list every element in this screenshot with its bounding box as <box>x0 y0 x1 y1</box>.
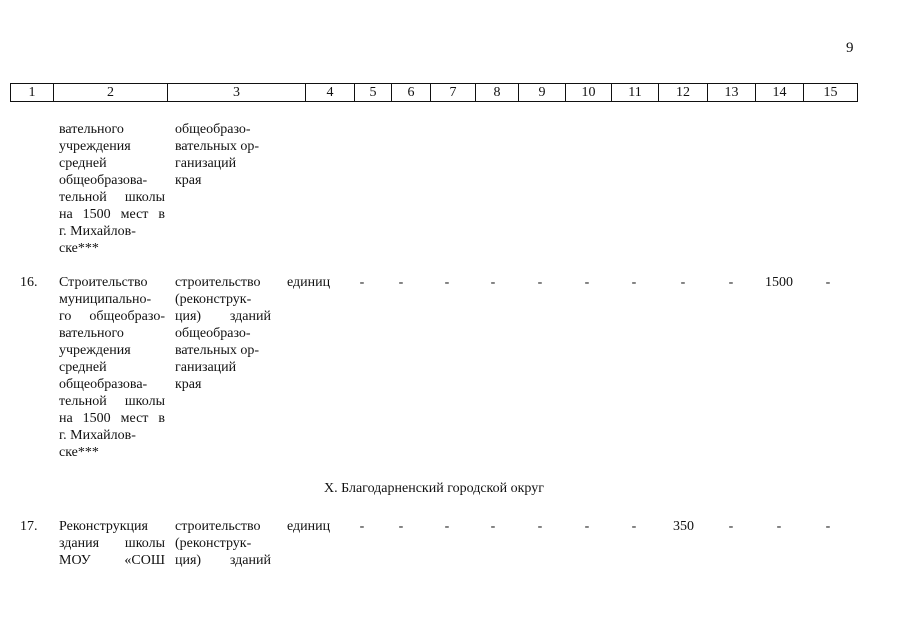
row-17-value-col11: - <box>631 519 637 534</box>
row-17-value-col10: - <box>584 519 590 534</box>
row-cont-name-line: г. Михайлов- <box>59 224 136 239</box>
row-cont-name-line: средней <box>59 156 107 171</box>
row-16-name <box>59 274 165 461</box>
row-cont-name-line: ске*** <box>59 241 99 256</box>
row-16-value-col9: - <box>537 275 543 290</box>
row-cont-direction-line: вательных ор- <box>175 139 260 154</box>
row-17-value-col5: - <box>359 519 365 534</box>
row-16-direction-line: вательных ор- <box>175 343 260 358</box>
row-17-direction-line: строительство <box>175 519 261 534</box>
row-17-name <box>59 518 165 569</box>
row-cont-direction-line: общеобразо- <box>175 122 251 137</box>
column-header-9: 9 <box>519 84 566 101</box>
row-17-name-line: здания школы <box>59 536 165 551</box>
row-16-direction-line: ция) зданий <box>175 309 271 324</box>
row-16-direction-line: общеобразо- <box>175 326 251 341</box>
row-cont-name-line: общеобразова- <box>59 173 148 188</box>
row-16-value-col5: - <box>359 275 365 290</box>
row-16-value-col10: - <box>584 275 590 290</box>
column-header-5: 5 <box>355 84 392 101</box>
row-17-value-col6: - <box>398 519 404 534</box>
column-header-14: 14 <box>756 84 804 101</box>
row-17-value-col12: 350 <box>673 519 694 534</box>
row-16-direction-line: (реконструк- <box>175 292 252 307</box>
column-header-6: 6 <box>392 84 431 101</box>
column-header-15: 15 <box>823 85 838 100</box>
row-17-direction-line: ция) зданий <box>175 553 271 568</box>
row-16-value-col11: - <box>631 275 637 290</box>
row-16-direction-line: строительство <box>175 275 261 290</box>
row-16-name-line: ске*** <box>59 445 99 460</box>
row-16-value-col13: - <box>728 275 734 290</box>
column-header-3: 3 <box>168 84 306 101</box>
row-16-name-line: Строительство <box>59 275 148 290</box>
row-17-value-col14: - <box>776 519 782 534</box>
row-cont-direction-line: края <box>175 173 202 188</box>
row-16-number: 16. <box>20 275 38 290</box>
row-17-value-col13: - <box>728 519 734 534</box>
row-17-direction <box>175 518 271 569</box>
row-16-name-line: муниципально- <box>59 292 152 307</box>
page-number: 9 <box>846 40 854 56</box>
row-16-name-line: г. Михайлов- <box>59 428 136 443</box>
row-17-number: 17. <box>20 519 38 534</box>
row-16-name-line: вательного <box>59 326 124 341</box>
row-16-unit: единиц <box>287 275 331 290</box>
row-cont-name-line: на 1500 мест в <box>59 207 165 222</box>
row-cont-name-line: вательного <box>59 122 124 137</box>
row-cont-name-line: учреждения <box>59 139 131 154</box>
row-17-unit: единиц <box>287 519 331 534</box>
row-16-name-line: учреждения <box>59 343 131 358</box>
row-16-value-col14: 1500 <box>765 275 793 290</box>
column-header-10: 10 <box>566 84 612 101</box>
column-header-1: 1 <box>11 84 54 101</box>
row-cont-name <box>59 121 165 257</box>
row-17-name-line: Реконструкция <box>59 519 148 534</box>
column-header-4: 4 <box>306 84 355 101</box>
column-header-7: 7 <box>431 84 476 101</box>
row-cont-name-line: тельной школы <box>59 190 165 205</box>
column-header-11: 11 <box>612 84 659 101</box>
row-16-name-line: го общеобразо- <box>59 309 165 324</box>
row-16-direction-line: ганизаций <box>175 360 237 375</box>
row-17-value-col8: - <box>490 519 496 534</box>
row-16-value-col12: - <box>680 275 686 290</box>
row-16-value-col15: - <box>825 275 831 290</box>
row-17-value-col7: - <box>444 519 450 534</box>
column-header-2: 2 <box>54 84 168 101</box>
row-17-name-line: МОУ «СОШ <box>59 553 165 568</box>
column-header-12: 12 <box>659 84 708 101</box>
column-header-row <box>10 83 858 102</box>
column-header-8: 8 <box>476 84 519 101</box>
row-16-direction-line: края <box>175 377 202 392</box>
row-16-name-line: на 1500 мест в <box>59 411 165 426</box>
row-16-name-line: средней <box>59 360 107 375</box>
row-17-value-col15: - <box>825 519 831 534</box>
row-17-direction-line: (реконструк- <box>175 536 252 551</box>
row-16-value-col6: - <box>398 275 404 290</box>
row-16-direction <box>175 274 271 393</box>
row-cont-direction-line: ганизаций <box>175 156 237 171</box>
row-16-name-line: общеобразова- <box>59 377 148 392</box>
column-header-13: 13 <box>708 84 756 101</box>
section-title-blagodarnensky: X. Благодарненский городской округ <box>324 481 544 496</box>
row-16-name-line: тельной школы <box>59 394 165 409</box>
row-cont-direction <box>175 121 271 189</box>
row-16-value-col8: - <box>490 275 496 290</box>
row-16-value-col7: - <box>444 275 450 290</box>
row-17-value-col9: - <box>537 519 543 534</box>
